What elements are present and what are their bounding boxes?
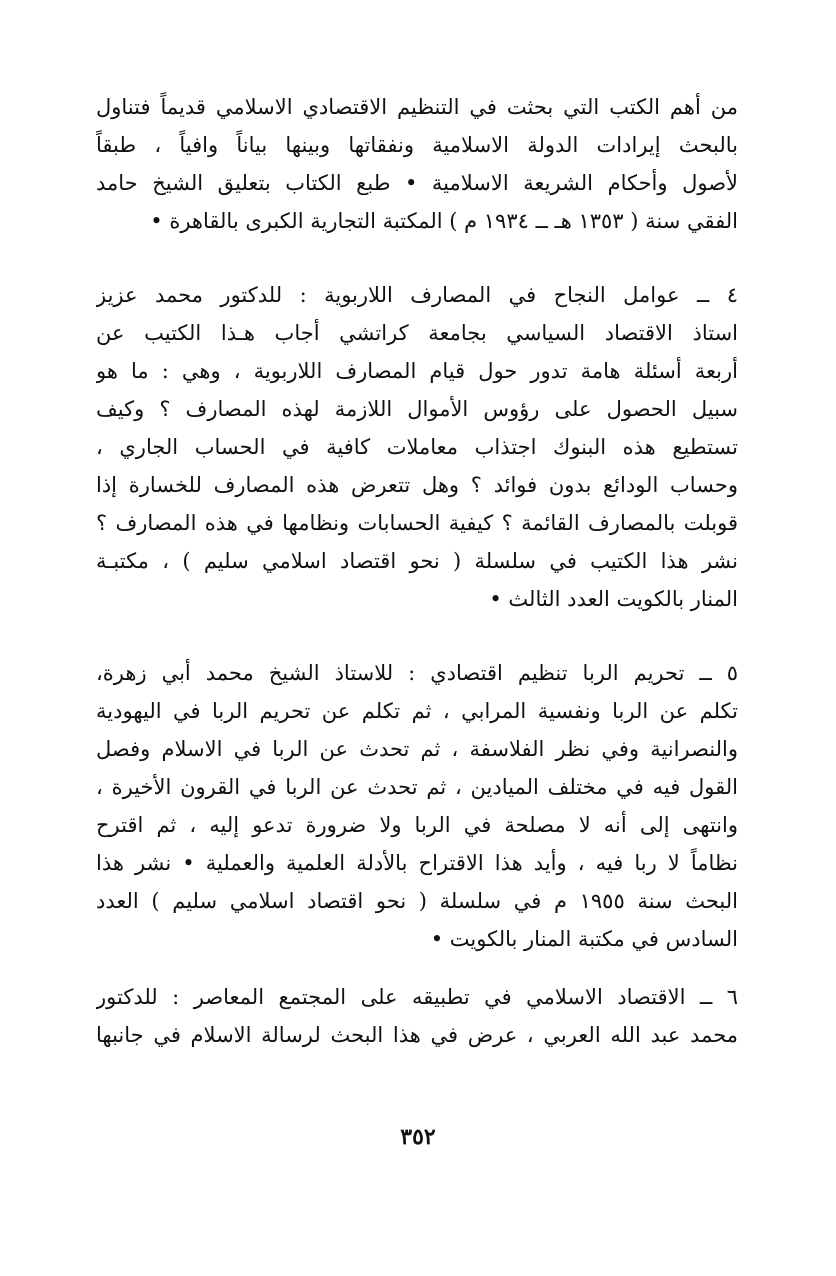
text-line: المنار بالكويت العدد الثالث • [489,587,738,611]
page-number: ٣٥٢ [400,1124,436,1150]
text-line: سبيل الحصول على رؤوس الأموال اللازمة لهذه المصارف ؟ وكيف [96,397,738,421]
text-line: ٦ ــ الاقتصاد الاسلامي في تطبيقه على المجتمع المعاصر : للدكتور [96,985,738,1009]
text-line: والنصرانية وفي نظر الفلاسفة ، ثم تحدث عن الربا في الاسلام وفصل [96,737,738,761]
text-line: ٥ ــ تحريم الربا تنظيم اقتصادي : للاستاذ الشيخ محمد أبي زهرة، [96,661,738,685]
text-line: الفقي سنة ( ١٣٥٣ هـ ــ ١٩٣٤ م ) المكتبة التجارية الكبرى بالقاهرة • [150,209,738,233]
text-line: وانتهى إلى أنه لا مصلحة في الربا ولا ضرورة تدعو إليه ، ثم اقترح [96,813,738,837]
text-line: بالبحث إيرادات الدولة الاسلامية ونفقاتها وبينها بياناً وافياً ، طبقاً [96,133,738,157]
text-line: تستطيع هذه البنوك اجتذاب معاملات كافية في الحساب الجاري ، [96,435,738,459]
paragraph-intro [96,88,738,240]
text-line: نظاماً لا ربا فيه ، وأيد هذا الاقتراح بالأدلة العلمية والعملية • نشر هذا [96,851,738,875]
paragraph-item-4 [96,276,738,618]
text-line: استاذ الاقتصاد السياسي بجامعة كراتشي أجاب هـذا الكتيب عن [96,321,738,345]
text-line: وحساب الودائع بدون فوائد ؟ وهل تتعرض هذه المصارف للخسارة إذا [96,473,738,497]
text-line: السادس في مكتبة المنار بالكويت • [430,927,738,951]
text-line: أربعة أسئلة هامة تدور حول قيام المصارف اللاربوية ، وهي : ما هو [96,359,738,383]
page-body [96,88,738,1054]
text-line: نشر هذا الكتيب في سلسلة ( نحو اقتصاد اسلامي سليم ) ، مكتبـة [96,549,738,573]
paragraph-item-5 [96,654,738,958]
text-line: تكلم عن الربا ونفسية المرابي ، ثم تكلم عن تحريم الربا في اليهودية [96,699,738,723]
text-line: من أهم الكتب التي بحثت في التنظيم الاقتصادي الاسلامي قديماً فتناول [96,95,738,119]
text-line: لأصول وأحكام الشريعة الاسلامية • طبع الكتاب بتعليق الشيخ حامد [96,171,738,195]
text-line: ٤ ــ عوامل النجاح في المصارف اللاربوية : للدكتور محمد عزيز [96,283,738,307]
text-line: قوبلت بالمصارف القائمة ؟ كيفية الحسابات ونظامها في هذه المصارف ؟ [96,511,738,535]
text-line: البحث سنة ١٩٥٥ م في سلسلة ( نحو اقتصاد اسلامي سليم ) العدد [96,889,738,913]
text-line: القول فيه في مختلف الميادين ، ثم تحدث عن الربا في القرون الأخيرة ، [96,775,738,799]
paragraph-item-6 [96,978,738,1054]
text-line: محمد عبد الله العربي ، عرض في هذا البحث لرسالة الاسلام في جانبها [96,1023,738,1047]
